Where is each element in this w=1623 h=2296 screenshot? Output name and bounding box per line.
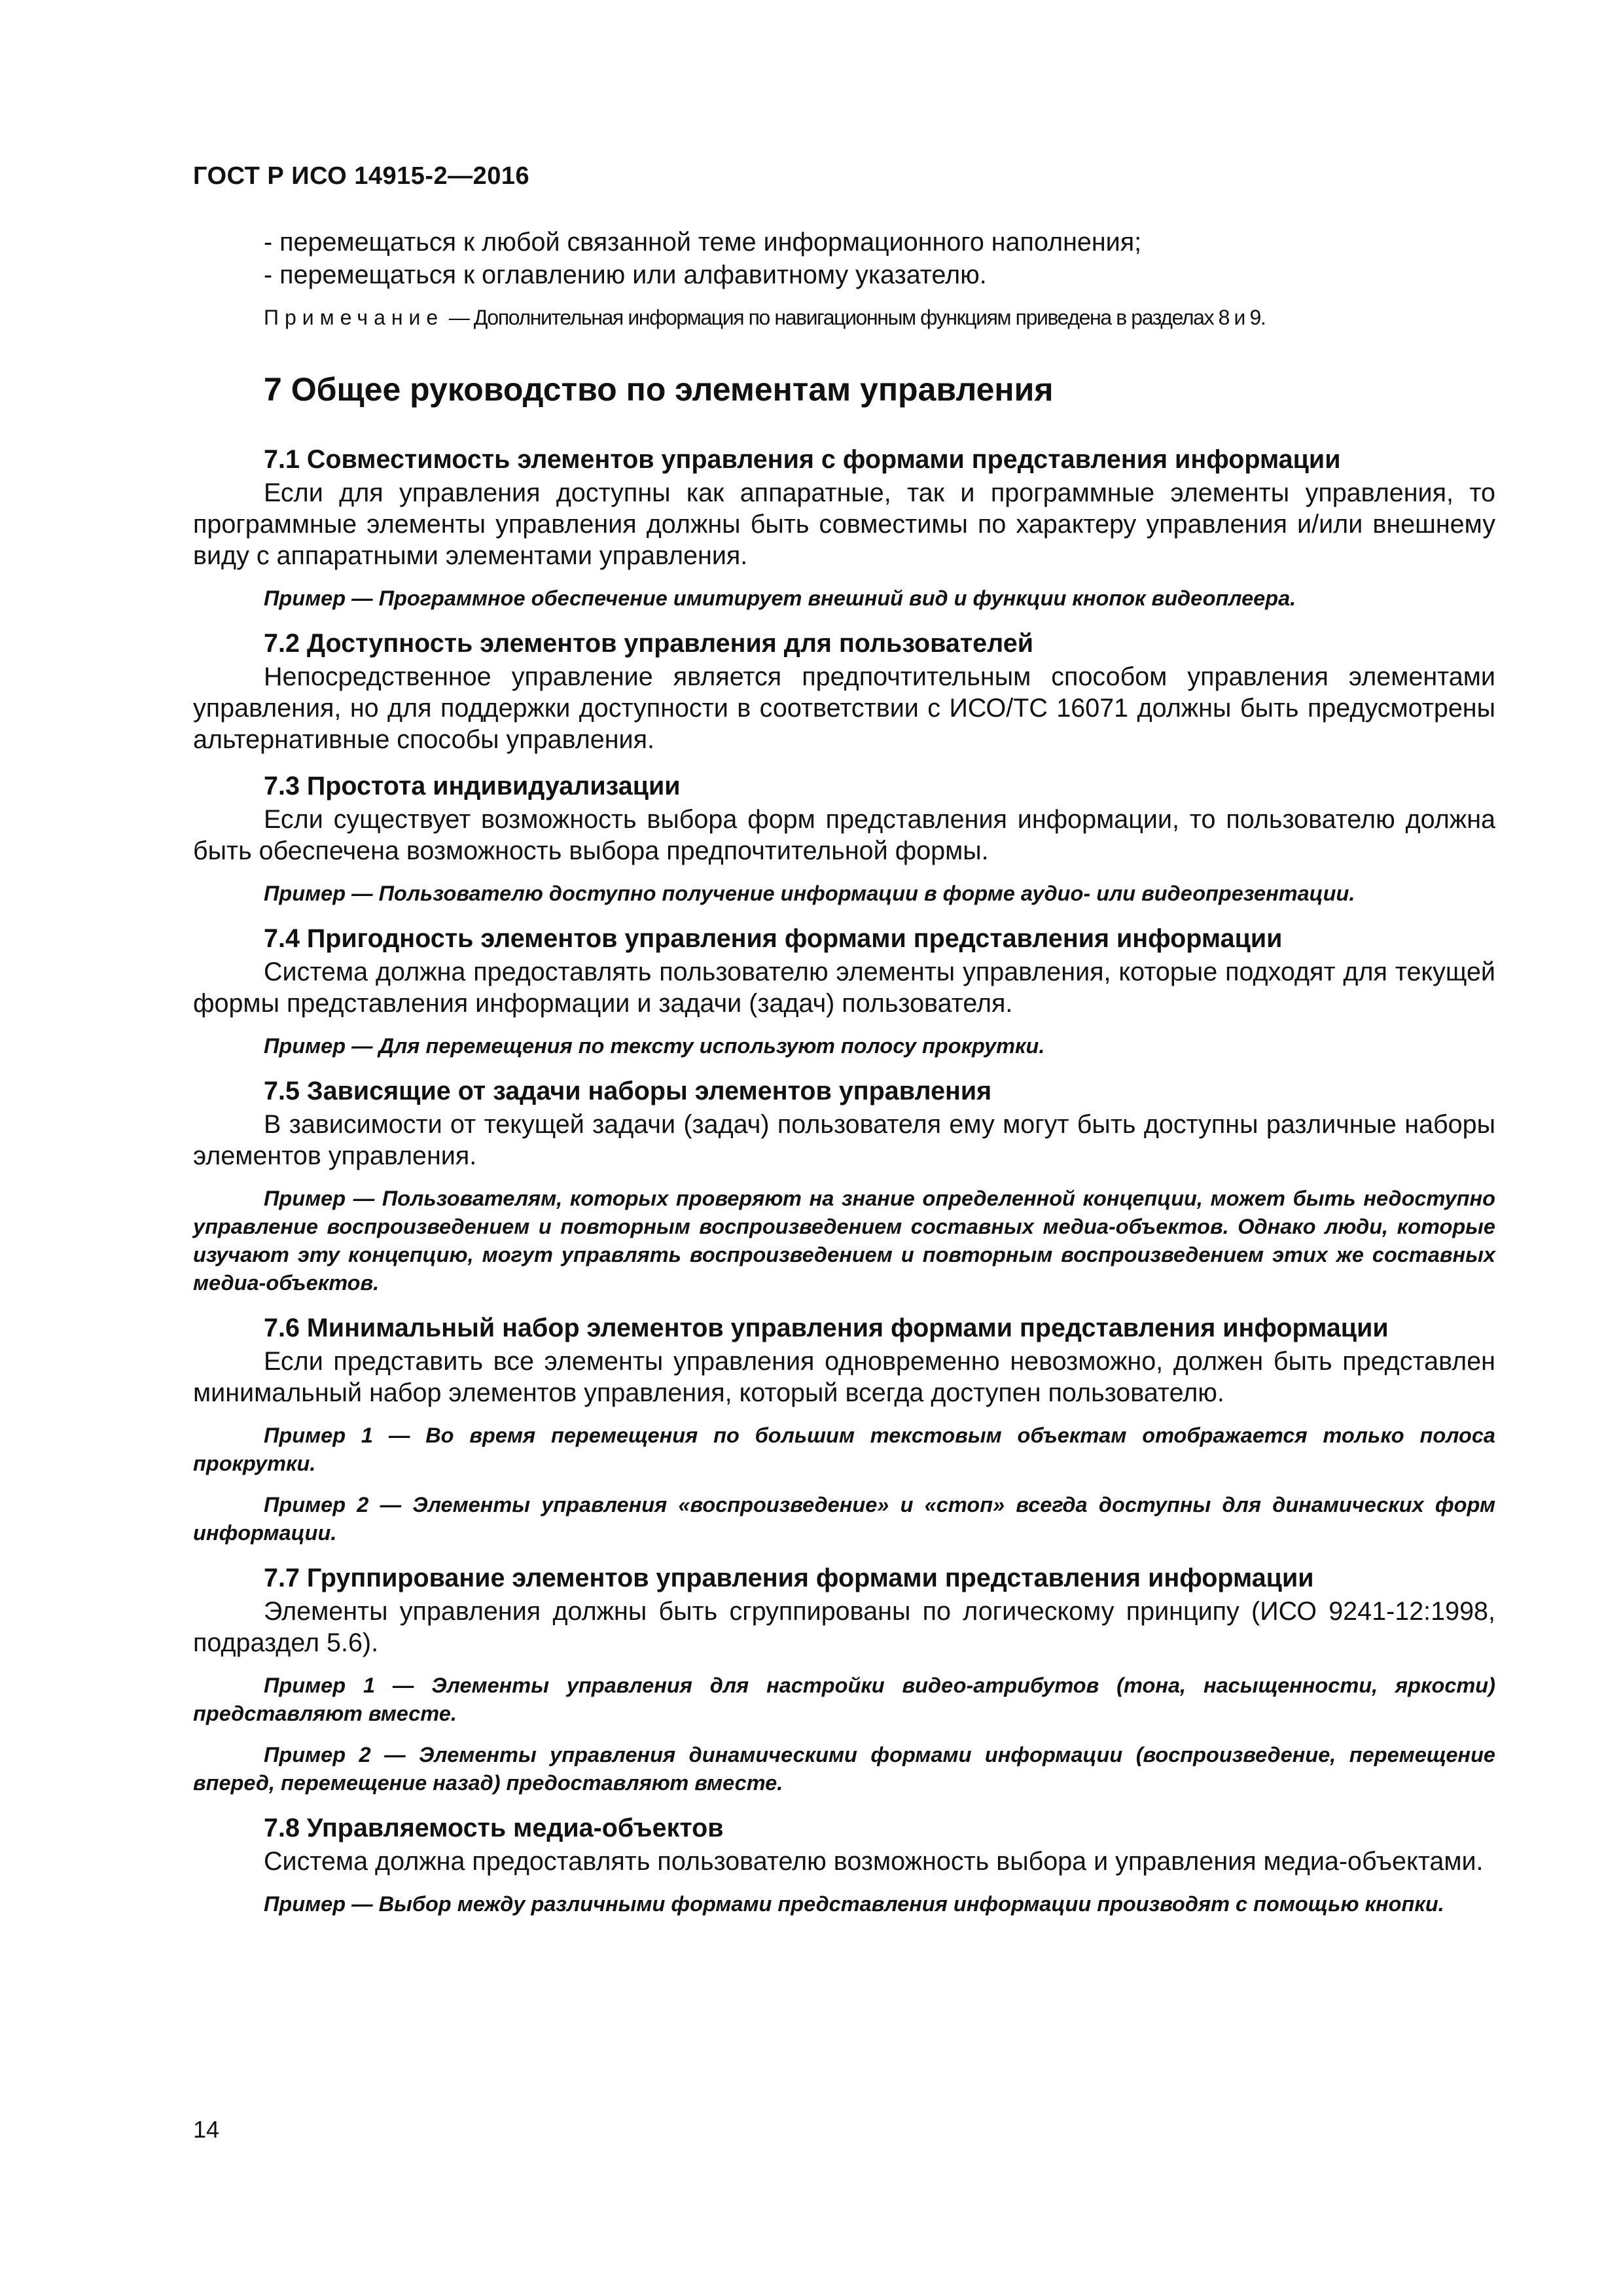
subsection-7-8-text: Система должна предоставлять пользователю возможность выбора и управления медиа-объектами. (264, 1847, 1484, 1876)
subsection-7-8-heading: 7.8 Управляемость медиа-объектов (264, 1814, 724, 1842)
note-paragraph (193, 303, 1495, 332)
subsection-7-6-text: Если представить все элементы управления одновременно невозможно, должен быть представлен минимальный набор элементов управления, который всегда доступен пользователю. (193, 1347, 1495, 1407)
intro-list-item: - перемещаться к оглавлению или алфавитному указателю. (264, 260, 987, 289)
subsection-7-6-example-1: Пример 1 — Во время перемещения по большим текстовым объектам отображается только полоса прокрутки. (193, 1424, 1495, 1475)
subsection-7-3-heading: 7.3 Простота индивидуализации (264, 772, 681, 800)
subsection-7-3-example: Пример — Пользователю доступно получение информации в форме аудио- или видеопрезентации. (264, 882, 1355, 905)
document-code-header: ГОСТ Р ИСО 14915-2—2016 (193, 162, 530, 190)
subsection-7-7-heading: 7.7 Группирование элементов управления формами представления информации (264, 1564, 1314, 1592)
subsection-7-1-text: Если для управления доступны как аппаратные, так и программные элементы управления, то программные элементы управления должны быть совместимы по характеру управления и/или внешнему виду с аппаратными элементами управления. (193, 478, 1495, 570)
subsection-7-5-heading: 7.5 Зависящие от задачи наборы элементов управления (264, 1077, 992, 1105)
note-label: Примечание (264, 306, 444, 329)
subsection-7-7-example-2: Пример 2 — Элементы управления динамическими формами информации (воспроизведение, перемещение вперед, перемещение назад) предоставляют вместе. (193, 1743, 1495, 1795)
subsection-7-5-example: Пример — Пользователям, которых проверяют на знание определенной концепции, может быть недоступно управление воспроизведением и повторным воспроизведением составных медиа-объектов. Однако люди, которые изучают эту концепцию, могут управлять воспроизведением и повторным воспроизведением этих же составных медиа-объектов. (193, 1187, 1495, 1295)
subsection-7-1-example: Пример — Программное обеспечение имитирует внешний вид и функции кнопок видеоплеера. (264, 586, 1296, 610)
intro-list-item: - перемещаться к любой связанной теме информационного наполнения; (264, 228, 1142, 257)
note-text: — Дополнительная информация по навигационным функциям приведена в разделах 8 и 9. (444, 306, 1266, 329)
section-7-title: 7 Общее руководство по элементам управления (264, 371, 1054, 408)
subsection-7-4-example: Пример — Для перемещения по тексту используют полосу прокрутки. (264, 1034, 1045, 1058)
subsection-7-2-heading: 7.2 Доступность элементов управления для пользователей (264, 629, 1033, 658)
subsection-7-3-text: Если существует возможность выбора форм представления информации, то пользователю должна быть обеспечена возможность выбора предпочтительной формы. (193, 805, 1495, 865)
subsection-7-1-heading: 7.1 Совместимость элементов управления с формами представления информации (264, 445, 1341, 474)
page-body (193, 226, 1495, 1918)
subsection-7-7-example-1: Пример 1 — Элементы управления для настройки видео-атрибутов (тона, насыщенности, яркости) представляют вместе. (193, 1674, 1495, 1725)
subsection-7-6-heading: 7.6 Минимальный набор элементов управления формами представления информации (264, 1314, 1389, 1342)
subsection-7-2-text: Непосредственное управление является предпочтительным способом управления элементами управления, но для поддержки доступности в соответствии с ИСО/ТС 16071 должны быть предусмотрены альтернативные способы управления. (193, 662, 1495, 754)
subsection-7-8-example: Пример — Выбор между различными формами представления информации производят с помощью кнопки. (264, 1892, 1444, 1916)
subsection-7-4-text: Система должна предоставлять пользователю элементы управления, которые подходят для текущей формы представления информации и задачи (задач) пользователя. (193, 958, 1495, 1018)
subsection-7-4-heading: 7.4 Пригодность элементов управления формами представления информации (264, 924, 1283, 953)
subsection-7-6-example-2: Пример 2 — Элементы управления «воспроизведение» и «стоп» всегда доступны для динамических форм информации. (193, 1493, 1495, 1545)
subsection-7-5-text: В зависимости от текущей задачи (задач) пользователя ему могут быть доступны различные наборы элементов управления. (193, 1110, 1495, 1170)
page-number: 14 (193, 2116, 220, 2143)
subsection-7-7-text: Элементы управления должны быть сгруппированы по логическому принципу (ИСО 9241-12:1998, подраздел 5.6). (193, 1597, 1495, 1657)
